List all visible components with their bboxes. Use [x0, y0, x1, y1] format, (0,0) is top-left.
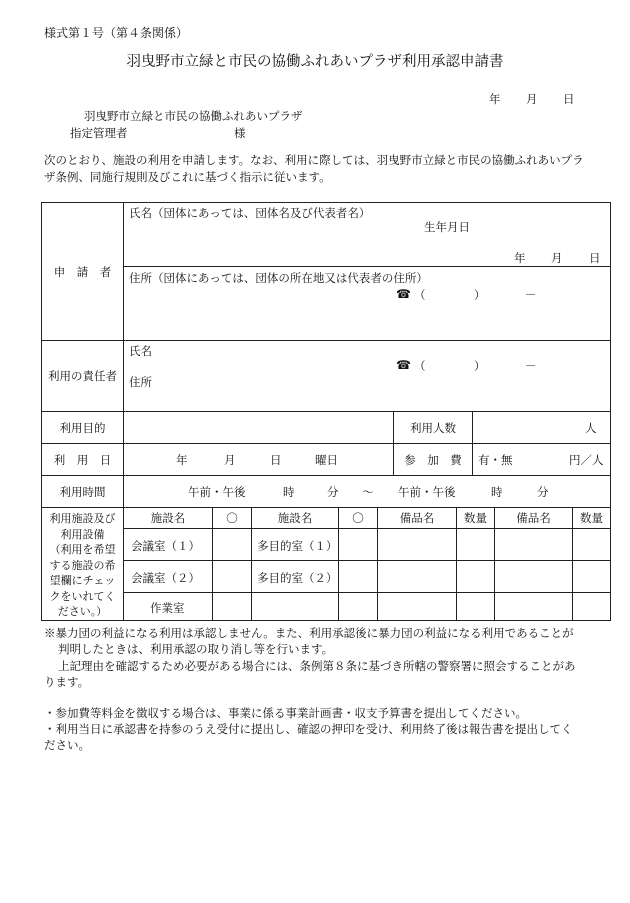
- fee-choice: 有・無: [478, 453, 513, 467]
- check-cell-conference-room-1[interactable]: [213, 529, 251, 560]
- header-year-label: 年: [489, 92, 501, 106]
- usage-date-day: 日: [270, 453, 282, 467]
- form-title: 羽曳野市立緑と市民の協働ふれあいプラザ利用承認申請書: [126, 54, 504, 70]
- responsible-phone-close: ）: [474, 359, 486, 373]
- applicant-phone-dash: －: [525, 288, 537, 302]
- facilities-label-line: 利用設備: [60, 527, 105, 541]
- applicant-phone-close: ）: [474, 288, 486, 302]
- header-day-label: 日: [563, 92, 575, 106]
- applicant-section-label: 申 請 者: [53, 264, 112, 279]
- purpose-label: 利用目的: [59, 420, 106, 435]
- applicant-phone-open: （: [414, 288, 426, 302]
- applicant-birth-month: 月: [551, 251, 563, 265]
- usage-time-label: 利用時間: [59, 484, 106, 499]
- facilities-label-line: 望欄にチェッ: [49, 574, 116, 587]
- usage-time-hour-start: 時: [283, 485, 295, 499]
- addressee-honorific: 様: [234, 126, 246, 140]
- telephone-icon: ☎: [396, 358, 411, 372]
- facilities-label-line: ださい。）: [57, 605, 108, 618]
- warning-line-4: ります。: [44, 675, 90, 689]
- check-cell-workroom[interactable]: [213, 593, 251, 620]
- form-number: 様式第１号（第４条関係）: [44, 26, 189, 40]
- responsible-name-label: 氏名: [129, 344, 152, 358]
- telephone-icon: ☎: [396, 287, 411, 301]
- applicant-birthdate-label: 生年月日: [424, 220, 470, 234]
- facility-check-header: 〇: [352, 511, 364, 525]
- attendee-count-unit: 人: [585, 421, 597, 435]
- warning-line-1: ※暴力団の利益になる利用は承認しません。また、利用承認後に暴力団の利益になる利用であることが: [44, 626, 574, 640]
- equipment-qty-header: 数量: [464, 511, 487, 525]
- note-bullet-2-line-2: ださい。: [44, 738, 90, 752]
- usage-date-month: 月: [224, 453, 236, 467]
- usage-date-weekday: 曜日: [315, 453, 338, 467]
- applicant-birth-day: 日: [589, 251, 601, 265]
- usage-time-hour-end: 時: [491, 485, 503, 499]
- responsible-address-label: 住所: [129, 375, 152, 389]
- check-cell-multipurpose-room-2[interactable]: [339, 561, 377, 592]
- applicant-address-label: 住所（団体にあっては、団体の所在地又は代表者の住所）: [129, 271, 428, 285]
- check-cell-multipurpose-room-1[interactable]: [339, 529, 377, 560]
- usage-date-label: 利 用 日: [53, 452, 112, 467]
- addressee-manager: 指定管理者: [70, 126, 128, 140]
- facility-name-header: 施設名: [277, 511, 313, 525]
- applicant-birth-year: 年: [514, 251, 526, 265]
- header-month-label: 月: [526, 92, 538, 106]
- note-bullet-1: ・参加費等料金を徴収する場合は、事業に係る事業計画書・収支予算書を提出してください。: [44, 706, 527, 720]
- responsible-phone-dash: －: [525, 359, 537, 373]
- facility-name-header: 施設名: [150, 511, 186, 525]
- facility-workroom: 作業室: [150, 601, 185, 615]
- equipment-name-header: 備品名: [516, 511, 551, 525]
- facilities-label-line: クをいれてく: [49, 589, 116, 603]
- facilities-section-label: [42, 511, 123, 620]
- equipment-name-header: 備品名: [399, 511, 435, 525]
- warning-line-3: 上記理由を確認するため必要がある場合には、条例第８条に基づき所轄の警察署に照会することがあ: [58, 659, 576, 673]
- responsible-phone-open: （: [414, 359, 426, 373]
- intro-text: 次のとおり、施設の利用を申請します。なお、利用に際しては、羽曳野市立緑と市民の協働ふれあいプラザ条例、同施行規則及びこれに基づく指示に従います。: [44, 153, 584, 184]
- applicant-name-label: 氏名（団体にあっては、団体名及び代表者名）: [129, 206, 371, 220]
- fee-unit: 円／人: [569, 453, 604, 467]
- usage-time-tilde: ～: [362, 485, 374, 499]
- usage-time-minute-end: 分: [537, 485, 549, 499]
- attendee-count-label: 利用人数: [410, 420, 456, 435]
- participation-fee-label: 参 加 費: [404, 452, 462, 467]
- facilities-label-line: （利用を希望: [49, 543, 116, 556]
- facility-multipurpose-room-2: 多目的室（２）: [257, 571, 338, 585]
- usage-time-ampm-start: 午前・午後: [188, 485, 246, 499]
- note-bullet-2-line-1: ・利用当日に承認書を持参のうえ受付に提出し、確認の押印を受け、利用終了後は報告書を提出してく: [44, 722, 573, 736]
- usage-time-minute-start: 分: [327, 485, 339, 499]
- warning-line-2: 判明したときは、利用承認の取り消し等を行います。: [58, 642, 334, 656]
- facilities-label-line: 利用施設及び: [49, 512, 116, 525]
- facilities-label-line: する施設の希: [49, 558, 116, 572]
- facility-multipurpose-room-1: 多目的室（１）: [257, 539, 338, 553]
- usage-date-year: 年: [176, 453, 188, 467]
- facility-check-header: 〇: [226, 511, 238, 525]
- usage-time-ampm-end: 午前・午後: [398, 485, 456, 499]
- responsible-section-label: 利用の責任者: [48, 369, 117, 383]
- equipment-qty-header: 数量: [580, 511, 603, 525]
- facility-conference-room-1: 会議室（１）: [131, 539, 200, 553]
- check-cell-conference-room-2[interactable]: [213, 561, 251, 592]
- facility-conference-room-2: 会議室（２）: [131, 571, 200, 585]
- addressee-facility: 羽曳野市立緑と市民の協働ふれあいプラザ: [84, 109, 303, 123]
